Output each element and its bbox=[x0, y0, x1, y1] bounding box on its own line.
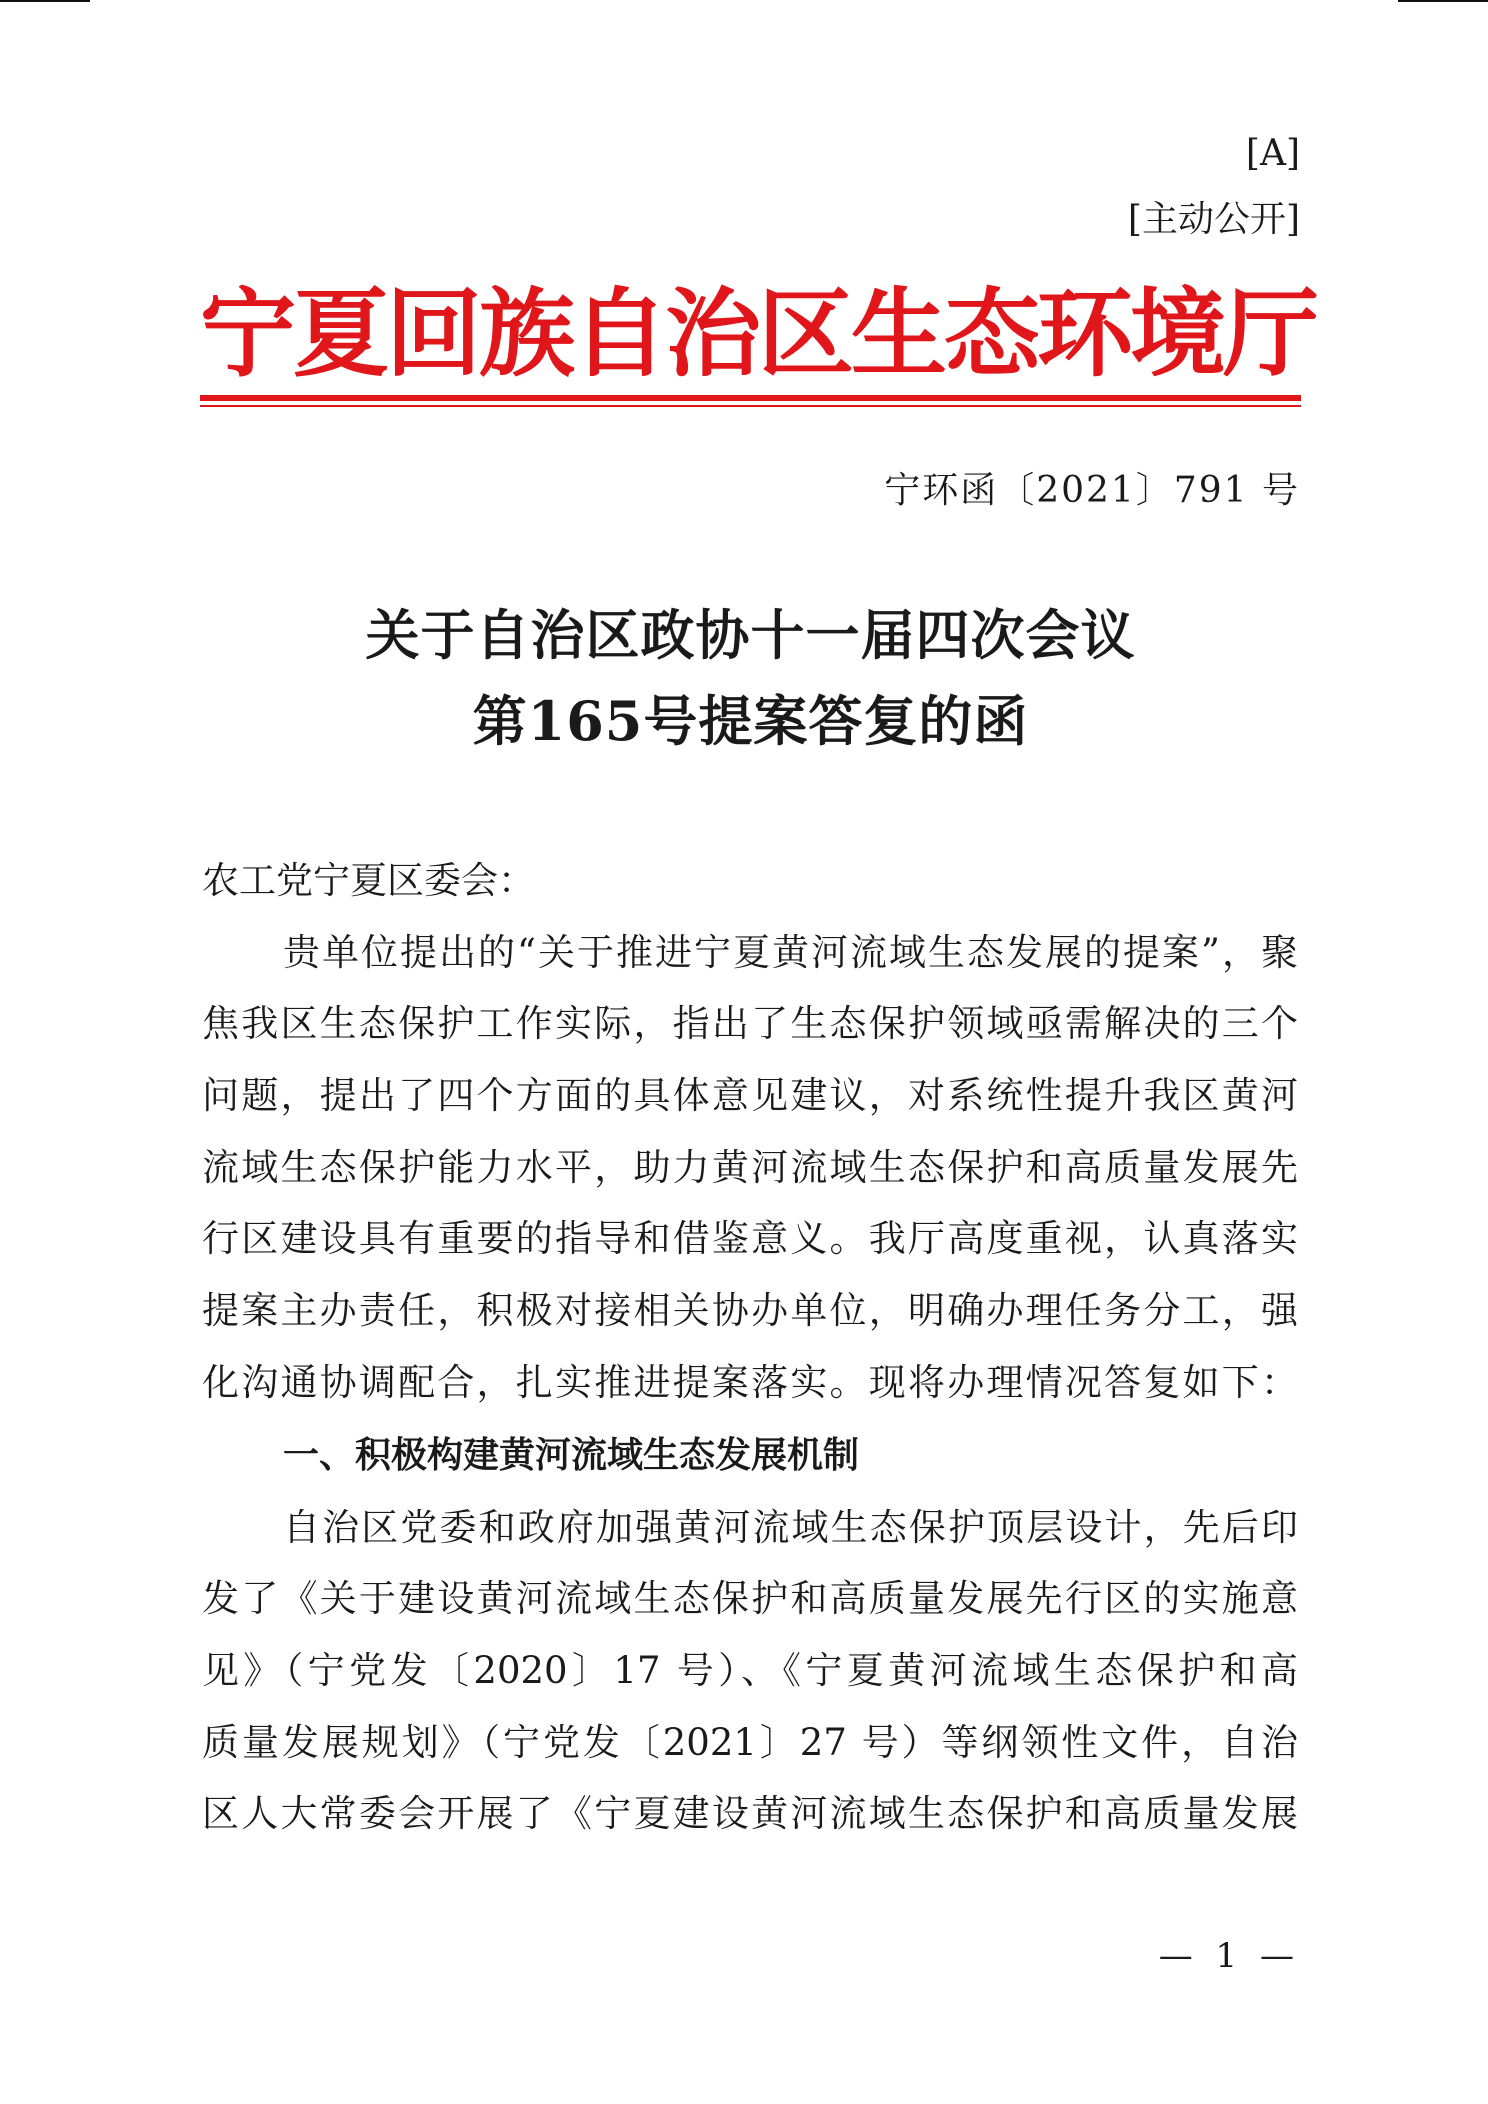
classification-tag: [A] bbox=[1245, 133, 1300, 174]
body-line: 提案主办责任，积极对接相关协办单位，明确办理任务分工，强 bbox=[202, 1289, 1298, 1332]
scan-edge-mark-left bbox=[0, 0, 90, 2]
body-line: 行区建设具有重要的指导和借鉴意义。我厅高度重视，认真落实 bbox=[202, 1217, 1298, 1260]
body-line: 发了《关于建设黄河流域生态保护和高质量发展先行区的实施意 bbox=[202, 1577, 1298, 1620]
document-title-line-1: 关于自治区政协十一届四次会议 bbox=[365, 603, 1136, 667]
document-title-line-2: 第165号提案答复的函 bbox=[472, 689, 1029, 753]
document-number: 宁环函〔2021〕791 号 bbox=[884, 470, 1300, 511]
scan-edge-mark-right bbox=[1398, 0, 1488, 2]
body-line: 质量发展规划》（宁党发〔2021〕27 号）等纲领性文件，自治 bbox=[202, 1721, 1298, 1764]
body-line: 化沟通协调配合，扎实推进提案落实。现将办理情况答复如下： bbox=[202, 1361, 1298, 1404]
body-line: 流域生态保护能力水平，助力黄河流域生态保护和高质量发展先 bbox=[202, 1146, 1298, 1189]
page-number: — 1 — bbox=[1158, 1936, 1300, 1976]
disclosure-tag: [主动公开] bbox=[1127, 199, 1300, 240]
body-line: 区人大常委会开展了《宁夏建设黄河流域生态保护和高质量发展 bbox=[202, 1792, 1298, 1835]
section-heading: 一、积极构建黄河流域生态发展机制 bbox=[283, 1435, 860, 1476]
letterhead-rule-thick bbox=[200, 395, 1301, 401]
salutation: 农工党宁夏区委会： bbox=[202, 859, 535, 902]
letterhead-rule-thin bbox=[200, 405, 1301, 407]
body-line: 问题，提出了四个方面的具体意见建议，对系统性提升我区黄河 bbox=[202, 1074, 1298, 1117]
body-line: 自治区党委和政府加强黄河流域生态保护顶层设计，先后印 bbox=[283, 1506, 1298, 1549]
body-line: 贵单位提出的“关于推进宁夏黄河流域生态发展的提案”，聚 bbox=[283, 931, 1298, 974]
body-line: 焦我区生态保护工作实际，指出了生态保护领域亟需解决的三个 bbox=[202, 1002, 1298, 1045]
body-line: 见》（宁党发〔2020〕17 号）、《宁夏黄河流域生态保护和高 bbox=[202, 1649, 1298, 1692]
letterhead-title: 宁夏回族自治区生态环境厅 bbox=[200, 278, 1316, 390]
